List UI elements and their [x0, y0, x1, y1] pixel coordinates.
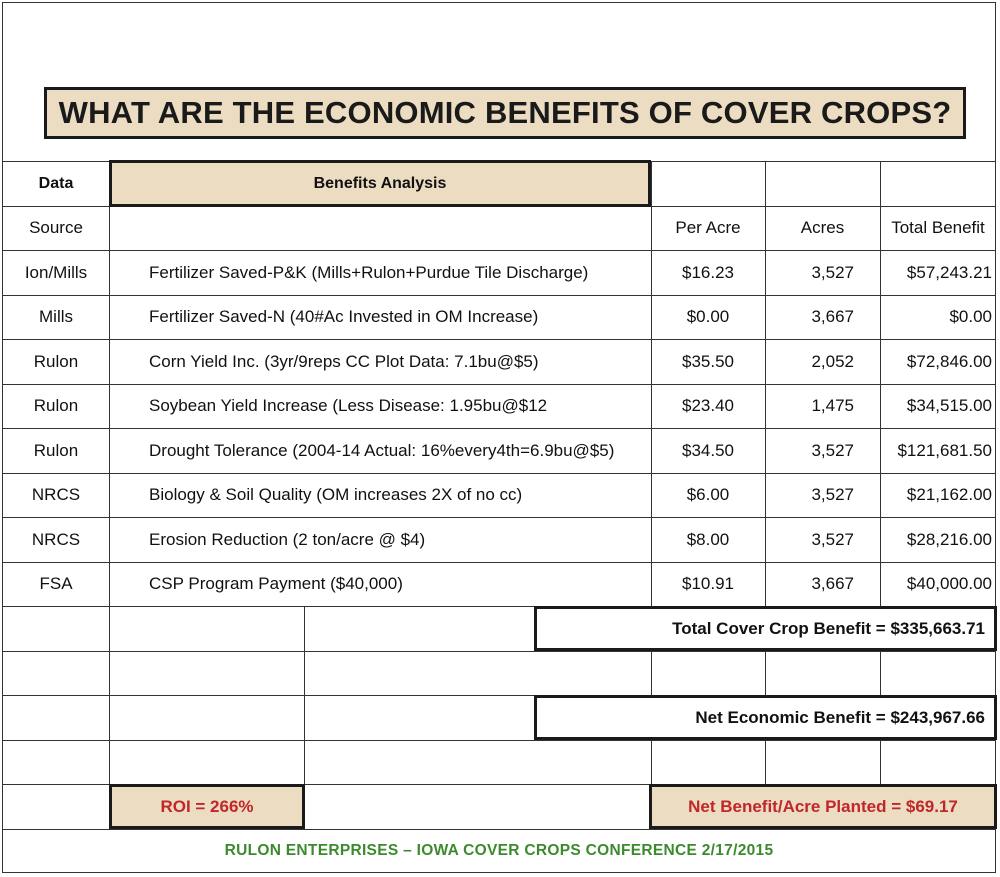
row-acres: 2,052 — [811, 352, 854, 371]
header-per-acre: Per Acre — [675, 218, 741, 237]
row-description: CSP Program Payment ($40,000) — [149, 574, 403, 593]
net-per-acre-text: Net Benefit/Acre Planted = $69.17 — [688, 796, 958, 816]
row-total: $57,243.21 — [906, 263, 992, 282]
page-title: WHAT ARE THE ECONOMIC BENEFITS OF COVER CROPS? — [58, 95, 952, 130]
row-source: Rulon — [33, 396, 79, 415]
title-banner — [44, 87, 966, 139]
row-per-acre: $16.23 — [682, 263, 734, 282]
row-acres: 1,475 — [811, 396, 854, 415]
row-total: $0.00 — [949, 307, 992, 326]
net-benefit-per-acre-box — [649, 784, 997, 829]
grid-line — [2, 295, 996, 296]
row-per-acre: $35.50 — [682, 352, 734, 371]
row-total: $121,681.50 — [897, 441, 992, 460]
grid-line — [2, 384, 996, 385]
row-source: Rulon — [33, 441, 79, 460]
footer-text: RULON ENTERPRISES – IOWA COVER CROPS CONFERENCE 2/17/2015 — [224, 842, 774, 859]
grid-line — [2, 339, 996, 340]
row-description: Fertilizer Saved-N (40#Ac Invested in OM Increase) — [149, 307, 539, 326]
roi-text: ROI = 266% — [160, 796, 254, 816]
grid-line — [2, 562, 996, 563]
grid-line — [109, 161, 110, 829]
row-source: Ion/Mills — [24, 263, 88, 282]
row-total: $72,846.00 — [906, 352, 992, 371]
grid-line — [2, 473, 996, 474]
row-acres: 3,667 — [811, 574, 854, 593]
row-source: FSA — [39, 574, 73, 593]
row-per-acre: $10.91 — [682, 574, 734, 593]
header-source: Source — [29, 218, 83, 237]
row-description: Drought Tolerance (2004-14 Actual: 16%every4th=6.9bu@$5) — [149, 441, 615, 460]
row-per-acre: $23.40 — [682, 396, 734, 415]
header-benefits-label: Benefits Analysis — [313, 174, 447, 192]
header-acres: Acres — [800, 218, 845, 237]
total-cover-crop-benefit — [534, 606, 997, 651]
net-benefit-text: Net Economic Benefit = $243,967.66 — [695, 707, 985, 727]
row-acres: 3,527 — [811, 530, 854, 549]
row-acres: 3,527 — [811, 263, 854, 282]
grid-line — [2, 250, 996, 251]
row-total: $21,162.00 — [906, 485, 992, 504]
footer-credit — [2, 829, 996, 873]
roi-box — [109, 784, 305, 829]
row-source: NRCS — [31, 485, 81, 504]
row-description: Erosion Reduction (2 ton/acre @ $4) — [149, 530, 426, 549]
row-per-acre: $34.50 — [682, 441, 734, 460]
row-total: $28,216.00 — [906, 530, 992, 549]
total-benefit-text: Total Cover Crop Benefit = $335,663.71 — [672, 618, 985, 638]
row-description: Biology & Soil Quality (OM increases 2X of no cc) — [149, 485, 523, 504]
row-acres: 3,667 — [811, 307, 854, 326]
net-economic-benefit — [534, 695, 997, 740]
row-description: Soybean Yield Increase (Less Disease: 1.95bu@$12 — [149, 396, 548, 415]
grid-line — [2, 517, 996, 518]
row-source: NRCS — [31, 530, 81, 549]
grid-line — [2, 740, 996, 741]
row-acres: 3,527 — [811, 441, 854, 460]
row-per-acre: $6.00 — [686, 485, 730, 504]
row-total: $40,000.00 — [906, 574, 992, 593]
row-per-acre: $8.00 — [686, 530, 730, 549]
header-total-benefit: Total Benefit — [891, 218, 985, 237]
grid-line — [2, 428, 996, 429]
row-per-acre: $0.00 — [686, 307, 730, 326]
row-source: Mills — [39, 307, 73, 326]
header-data: Data — [38, 175, 74, 192]
row-total: $34,515.00 — [906, 396, 992, 415]
grid-line — [2, 651, 996, 652]
row-acres: 3,527 — [811, 485, 854, 504]
row-description: Fertilizer Saved-P&K (Mills+Rulon+Purdue Tile Discharge) — [149, 263, 589, 282]
header-benefits-analysis — [109, 160, 651, 207]
row-description: Corn Yield Inc. (3yr/9reps CC Plot Data: 7.1bu@$5) — [149, 352, 539, 371]
row-source: Rulon — [33, 352, 79, 371]
